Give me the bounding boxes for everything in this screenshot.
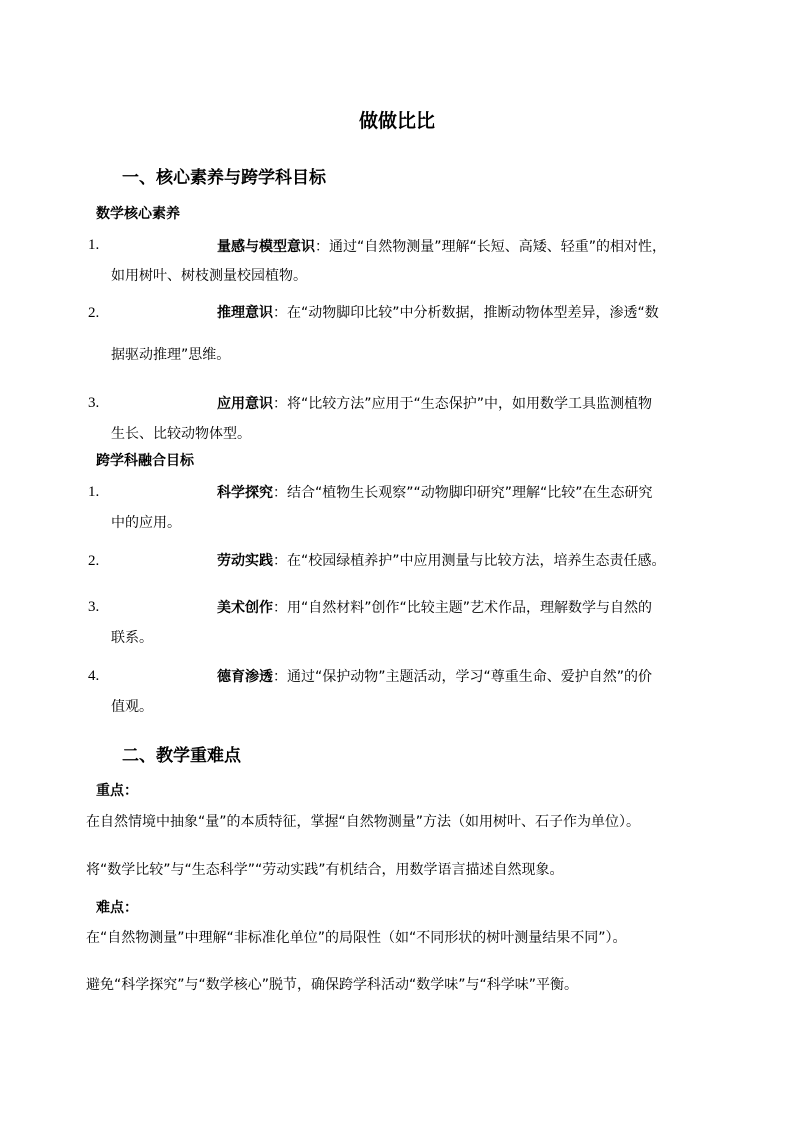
key-point-line: 将“数学比较”与“生态科学”“劳动实践”有机结合，用数学语言描述自然现象。 bbox=[86, 862, 564, 878]
item-separator: ： bbox=[273, 485, 287, 501]
list-item bbox=[217, 482, 653, 502]
item-text: 用“自然材料”创作“比较主题”艺术作品，理解数学与自然的 bbox=[287, 600, 653, 616]
list-number: 4. bbox=[88, 668, 100, 684]
list-item bbox=[217, 550, 666, 570]
list-number: 3. bbox=[88, 599, 100, 615]
item-label: 应用意识 bbox=[217, 396, 273, 412]
list-item bbox=[217, 393, 652, 413]
list-item bbox=[217, 302, 659, 322]
item-continuation: 如用树叶、树枝测量校园植物。 bbox=[111, 268, 307, 284]
item-continuation: 联系。 bbox=[111, 630, 153, 646]
section-2-heading: 二、教学重难点 bbox=[122, 746, 241, 766]
item-continuation: 据驱动推理”思维。 bbox=[111, 347, 231, 363]
difficult-point-line: 在“自然物测量”中理解“非标准化单位”的局限性（如“不同形状的树叶测量结果不同”）。 bbox=[86, 930, 627, 946]
item-text: 通过“自然物测量”理解“长短、高矮、轻重”的相对性， bbox=[329, 239, 667, 255]
item-separator: ： bbox=[273, 396, 287, 412]
item-text: 通过“保护动物”主题活动，学习“尊重生命、爱护自然”的价 bbox=[287, 669, 653, 685]
key-points-heading: 重点： bbox=[96, 783, 138, 799]
difficult-points-heading: 难点： bbox=[96, 900, 138, 916]
item-label: 美术创作 bbox=[217, 600, 273, 616]
key-point-line: 在自然情境中抽象“量”的本质特征，掌握“自然物测量”方法（如用树叶、石子作为单位）。 bbox=[86, 814, 641, 830]
item-continuation: 中的应用。 bbox=[111, 515, 181, 531]
difficult-point-line: 避免“科学探究”与“数学核心”脱节，确保跨学科活动“数学味”与“科学味”平衡。 bbox=[86, 977, 579, 993]
section-1-heading: 一、核心素养与跨学科目标 bbox=[122, 168, 326, 188]
math-core-heading: 数学核心素养 bbox=[96, 206, 180, 222]
item-text: 在“动物脚印比较”中分析数据，推断动物体型差异，渗透“数 bbox=[287, 305, 659, 321]
item-separator: ： bbox=[273, 669, 287, 685]
item-label: 量感与模型意识 bbox=[217, 239, 315, 255]
list-number: 1. bbox=[88, 237, 100, 253]
item-text: 在“校园绿植养护”中应用测量与比较方法，培养生态责任感。 bbox=[287, 553, 666, 569]
list-item bbox=[217, 666, 652, 686]
item-continuation: 生长、比较动物体型。 bbox=[111, 426, 251, 442]
item-continuation: 值观。 bbox=[111, 699, 153, 715]
list-number: 2. bbox=[88, 553, 100, 569]
list-number: 2. bbox=[88, 305, 100, 321]
item-separator: ： bbox=[273, 600, 287, 616]
list-item bbox=[217, 236, 666, 256]
item-text: 将“比较方法”应用于“生态保护”中，如用数学工具监测植物 bbox=[287, 396, 653, 412]
item-separator: ： bbox=[273, 305, 287, 321]
list-item bbox=[217, 597, 652, 617]
list-number: 1. bbox=[88, 484, 100, 500]
item-label: 科学探究 bbox=[217, 485, 273, 501]
item-label: 推理意识 bbox=[217, 305, 273, 321]
list-number: 3. bbox=[88, 395, 100, 411]
document-title: 做做比比 bbox=[358, 110, 435, 132]
item-label: 劳动实践 bbox=[217, 553, 273, 569]
item-text: 结合“植物生长观察”“动物脚印研究”理解“比较”在生态研究 bbox=[287, 485, 653, 501]
item-label: 德育渗透 bbox=[217, 669, 273, 685]
item-separator: ： bbox=[315, 239, 329, 255]
cross-discipline-heading: 跨学科融合目标 bbox=[96, 453, 194, 469]
item-separator: ： bbox=[273, 553, 287, 569]
